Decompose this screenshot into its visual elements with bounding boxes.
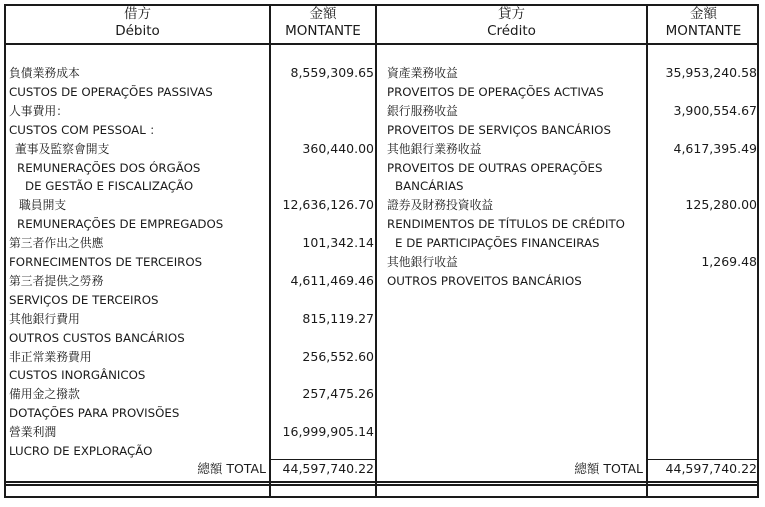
credit-item-label: 證券及財務投資收益 xyxy=(387,198,494,213)
credit-header-zh: 貸方 xyxy=(498,6,525,22)
credit-item-amount: 3,900,554.67 xyxy=(673,102,757,118)
debit-item-amount: 256,552.60 xyxy=(302,348,374,364)
amount-header-pt: MONTANTE xyxy=(665,23,742,39)
amount-header-zh: 金額 xyxy=(690,6,717,22)
credit-header xyxy=(377,6,646,42)
debit-item-amount: 8,559,309.65 xyxy=(290,65,374,80)
debit-item-label: 第三者作出之供應 xyxy=(9,236,104,251)
debit-item-label: 職員開支 xyxy=(19,198,67,213)
debit-item-label: CUSTOS COM PESSOAL ： xyxy=(9,122,162,137)
credit-item-amount: 35,953,240.58 xyxy=(665,65,757,80)
credit-item-label: 銀行服務收益 xyxy=(387,103,458,118)
debit-item-label: 非正常業務費用 xyxy=(9,349,92,364)
total-rule xyxy=(646,459,759,460)
credit-total-label: 總額 TOTAL xyxy=(574,461,643,476)
debit-item-label: DOTAÇÕES PARA PROVISÕES xyxy=(9,406,180,421)
credit-item-label: 其他銀行收益 xyxy=(387,255,458,269)
credit-amount-header xyxy=(648,6,759,42)
debit-item-amount: 16,999,905.14 xyxy=(282,424,374,440)
debit-total-amount: 44,597,740.22 xyxy=(282,461,374,476)
debit-item-label: 第三者提供之勞務 xyxy=(9,273,104,288)
credit-item-amount: 1,269.48 xyxy=(701,254,757,269)
column-divider xyxy=(646,4,648,498)
total-rule xyxy=(269,459,377,460)
header-rule xyxy=(4,43,759,45)
amount-header-zh: 金額 xyxy=(309,6,337,22)
credit-item-label: RENDIMENTOS DE TÍTULOS DE CRÉDITO xyxy=(387,217,625,232)
debit-item-label: REMUNERAÇÕES DOS ÓRGÃOS xyxy=(17,160,201,175)
debit-item-label: 營業利潤 xyxy=(9,425,57,440)
debit-total-label: 總額 TOTAL xyxy=(197,461,266,476)
credit-header-pt: Crédito xyxy=(487,23,536,39)
debit-amount-header xyxy=(271,6,375,42)
credit-item-label: 資產業務收益 xyxy=(387,66,458,80)
debit-item-amount: 4,611,469.46 xyxy=(290,272,374,288)
credit-item-label: PROVEITOS DE OPERAÇÕES ACTIVAS xyxy=(387,84,604,99)
credit-item-label: E DE PARTICIPAÇÕES FINANCEIRAS xyxy=(395,236,600,251)
debit-item-amount: 101,342.14 xyxy=(302,235,374,251)
debit-item-label: LUCRO DE EXPLORAÇÃO xyxy=(9,444,153,458)
bottom-rule xyxy=(4,484,759,486)
debit-item-amount: 815,119.27 xyxy=(302,310,374,326)
debit-item-label: 備用金之撥款 xyxy=(9,387,80,402)
debit-item-label: CUSTOS INORGÂNICOS xyxy=(9,368,146,383)
credit-item-label: PROVEITOS DE OUTRAS OPERAÇÕES xyxy=(387,160,603,175)
credit-item-label: OUTROS PROVEITOS BANCÁRIOS xyxy=(387,273,582,288)
debit-item-label: 人事費用： xyxy=(9,103,68,118)
debit-item-label: SERVIÇOS DE TERCEIROS xyxy=(9,292,159,307)
debit-item-label: 負債業務成本 xyxy=(9,66,80,80)
bottom-rule xyxy=(4,481,759,483)
debit-item-label: OUTROS CUSTOS BANCÁRIOS xyxy=(9,330,185,345)
debit-header xyxy=(6,6,269,42)
debit-item-label: 董事及監察會開支 xyxy=(15,141,110,156)
debit-header-pt: Débito xyxy=(115,23,160,39)
credit-item-label: BANCÁRIAS xyxy=(395,179,464,194)
debit-header-zh: 借方 xyxy=(124,6,151,22)
debit-item-amount: 360,440.00 xyxy=(302,140,374,156)
debit-item-amount: 257,475.26 xyxy=(302,386,374,402)
debit-item-label: CUSTOS DE OPERAÇÕES PASSIVAS xyxy=(9,84,213,99)
debit-item-amount: 12,636,126.70 xyxy=(282,197,374,213)
column-divider xyxy=(269,4,271,498)
credit-item-label: 其他銀行業務收益 xyxy=(387,141,482,156)
column-divider xyxy=(375,4,377,498)
debit-item-label: REMUNERAÇÕES DE EMPREGADOS xyxy=(17,217,224,232)
credit-total-amount: 44,597,740.22 xyxy=(665,461,757,476)
credit-item-amount: 125,280.00 xyxy=(685,197,757,213)
debit-item-label: DE GESTÃO E FISCALIZAÇÃO xyxy=(25,179,194,194)
debit-item-label: FORNECIMENTOS DE TERCEIROS xyxy=(9,255,203,269)
credit-item-label: PROVEITOS DE SERVIÇOS BANCÁRIOS xyxy=(387,122,611,137)
credit-item-amount: 4,617,395.49 xyxy=(673,140,757,156)
amount-header-pt: MONTANTE xyxy=(285,23,361,39)
debit-item-label: 其他銀行費用 xyxy=(9,311,80,326)
